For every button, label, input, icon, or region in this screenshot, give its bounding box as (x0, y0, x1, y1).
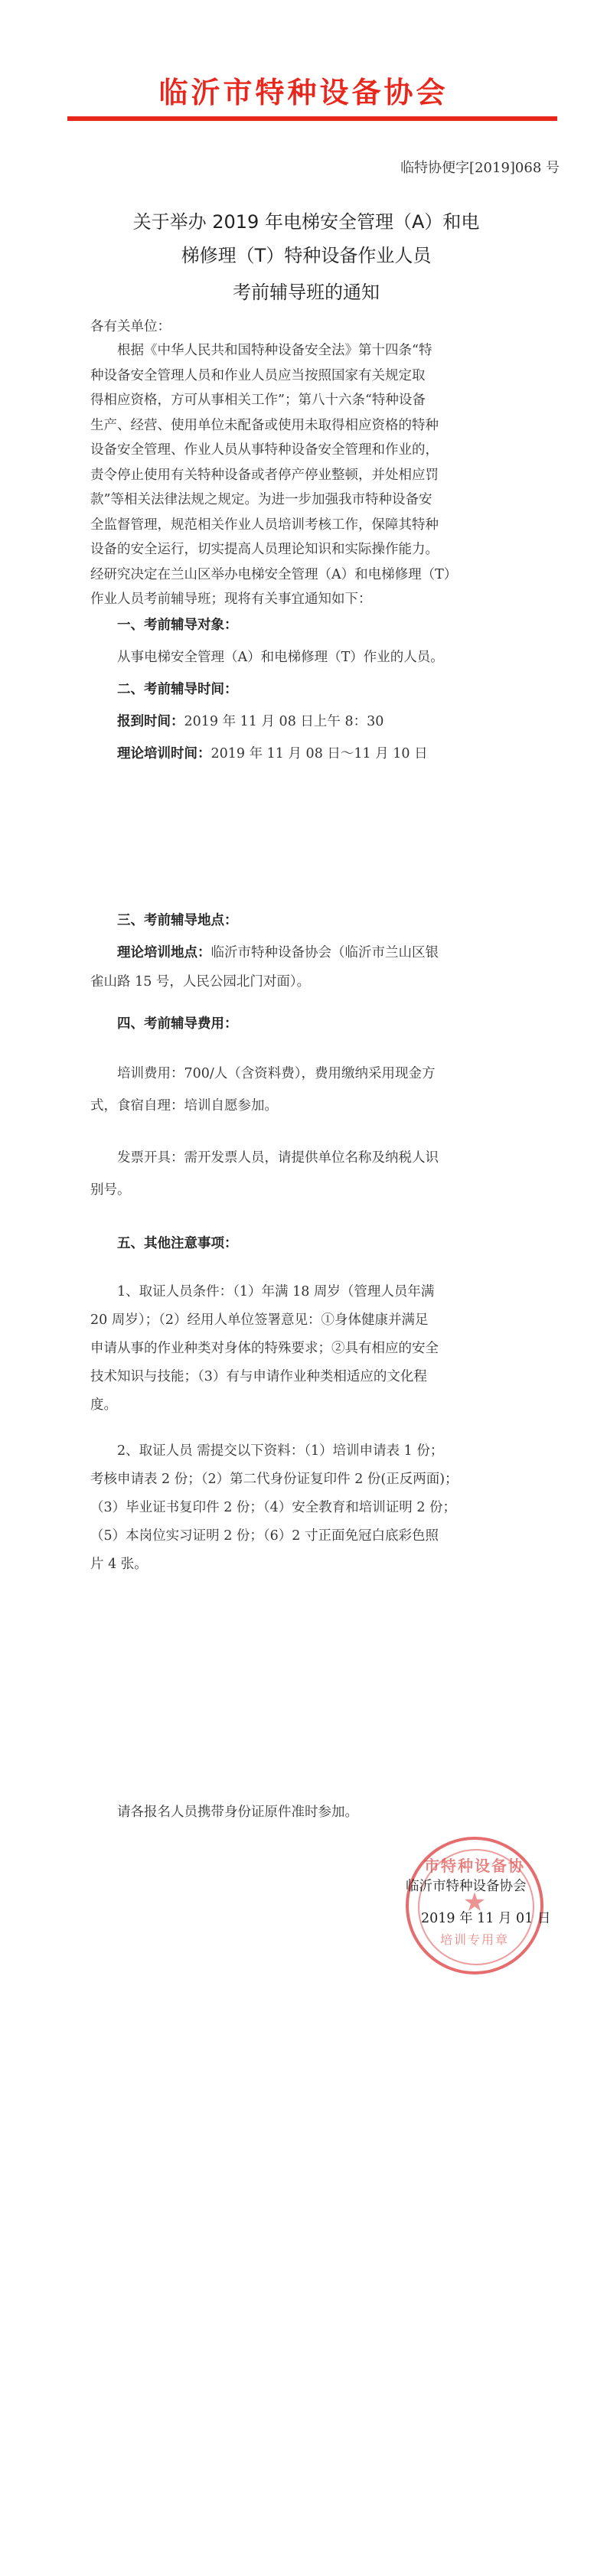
requirement-item-1 (90, 1278, 439, 1420)
invoice-line-1: 发票开具：需开发票人员，请提供单位名称及纳税人识 (117, 1150, 439, 1166)
org-letterhead-title: 临沂市特种设备协会 (158, 76, 449, 109)
invoice-line-2: 别号。 (90, 1182, 131, 1198)
section-4-heading: 四、考前辅导费用： (117, 1016, 238, 1032)
signature-org: 临沂市特种设备协会 (406, 1879, 527, 1894)
closing-note: 请各报名人员携带身份证原件准时参加。 (117, 1805, 358, 1820)
section-2-heading: 二、考前辅导时间： (117, 682, 238, 697)
training-time-label: 理论培训时间： (117, 746, 211, 761)
requirement-line: 考核申请表 2 份；（2）第二代身份证复印件 2 份(正反两面)； (90, 1472, 459, 1487)
intro-line: 种设备安全管理人员和作业人员应当按照国家有关规定取 (90, 367, 426, 383)
requirement-line: （3）毕业证书复印件 2 份；（4）安全教育和培训证明 2 份； (90, 1500, 457, 1515)
requirement-line: 申请从事的作业种类对身体的特殊要求；②具有相应的安全 (90, 1341, 439, 1356)
fee-line-1: 培训费用：700/人（含资料费），费用缴纳采用现金方 (117, 1066, 436, 1081)
notice-title-line-3: 考前辅导班的通知 (233, 282, 380, 303)
intro-line: 款”等相关法律法规之规定。为进一步加强我市特种设备安 (90, 492, 432, 507)
requirement-item-2 (90, 1437, 459, 1579)
section-5-heading: 五、其他注意事项： (117, 1236, 238, 1251)
seal-star-icon: ★ (462, 1887, 487, 1918)
official-seal (406, 1837, 543, 1974)
intro-line: 经研究决定在兰山区举办电梯安全管理（A）和电梯修理（T） (90, 566, 458, 582)
requirement-line: 20 周岁）；（2）经用人单位签署意见：①身体健康并满足 (90, 1312, 429, 1328)
seal-top-text: 市特种设备协 (424, 1857, 525, 1875)
intro-line: 得相应资格，方可从事相关工作”；第八十六条“特种设备 (90, 393, 426, 408)
intro-line: 设备安全管理、作业人员从事特种设备安全管理和作业的， (90, 442, 439, 458)
section-3-heading: 三、考前辅导地点： (117, 913, 238, 928)
requirement-line: 1、取证人员条件：（1）年满 18 周岁（管理人员年满 (117, 1284, 435, 1299)
section-1-heading: 一、考前辅导对象： (117, 618, 238, 633)
intro-line: 责令停止使用有关特种设备或者停产停业整顿，并处相应罚 (90, 467, 439, 483)
training-time-row (117, 744, 428, 764)
training-location-label: 理论培训地点： (117, 945, 211, 960)
letterhead-red-rule (67, 116, 557, 121)
notice-title-line-1: 关于举办 2019 年电梯安全管理（A）和电 (132, 211, 480, 233)
seal-bottom-text: 培训专用章 (439, 1932, 509, 1947)
training-location-value-1: 临沂市特种设备协会（临沂市兰山区银 (210, 945, 439, 960)
training-location-value-2: 雀山路 15 号，人民公园北门对面）。 (90, 974, 311, 990)
greeting: 各有关单位： (90, 319, 171, 334)
training-location-row (117, 943, 439, 963)
document-number: 临特协便字[2019]068 号 (400, 160, 560, 176)
signature-date: 2019 年 11 月 01 日 (421, 1911, 551, 1926)
report-time-label: 报到时间： (117, 714, 184, 729)
report-time-value: 2019 年 11 月 08 日上午 8：30 (184, 714, 384, 729)
requirement-line: 度。 (90, 1397, 117, 1413)
training-time-value: 2019 年 11 月 08 日～11 月 10 日 (210, 746, 428, 761)
intro-line: 根据《中华人民共和国特种设备安全法》第十四条“特 (117, 343, 432, 358)
notice-title-line-2: 梯修理（T）特种设备作业人员 (181, 245, 432, 266)
requirement-line: 片 4 张。 (90, 1557, 148, 1572)
intro-paragraph (90, 338, 527, 612)
requirement-line: （5）本岗位实习证明 2 份；（6）2 寸正面免冠白底彩色照 (90, 1528, 439, 1544)
intro-line: 作业人员考前辅导班；现将有关事宜通知如下： (90, 592, 372, 607)
section-1-body: 从事电梯安全管理（A）和电梯修理（T）作业的人员。 (117, 650, 444, 665)
fee-line-2: 式，食宿自理：培训自愿参加。 (90, 1098, 278, 1114)
report-time-row (117, 712, 383, 732)
intro-line: 生产、经营、使用单位未配备或使用未取得相应资格的特种 (90, 417, 439, 433)
requirement-line: 2、取证人员 需提交以下资料：（1）培训申请表 1 份； (117, 1443, 444, 1459)
requirement-line: 技术知识与技能；（3）有与申请作业种类相适应的文化程 (90, 1369, 427, 1384)
intro-line: 设备的安全运行，切实提高人员理论知识和实际操作能力。 (90, 542, 439, 557)
intro-line: 全监督管理，规范相关作业人员培训考核工作，保障其特种 (90, 517, 439, 533)
